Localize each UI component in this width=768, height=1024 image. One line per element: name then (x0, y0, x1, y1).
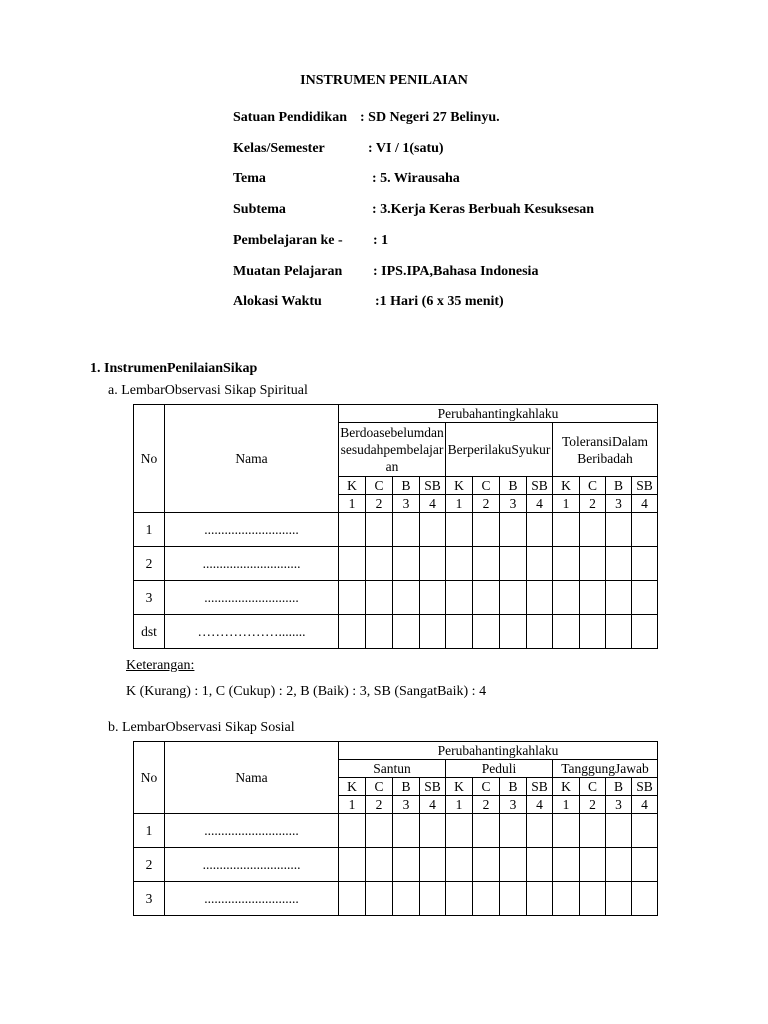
score-cell (366, 547, 393, 581)
score-cell (527, 814, 553, 848)
grade-header: B (500, 477, 527, 495)
score-cell (420, 581, 446, 615)
legend-title: Keterangan: (126, 658, 195, 673)
grade-header: K (339, 477, 366, 495)
grade-header: C (366, 477, 393, 495)
table-row (134, 581, 658, 615)
score-cell (446, 848, 473, 882)
score-cell (420, 848, 446, 882)
score-cell (446, 581, 473, 615)
score-cell (473, 882, 500, 916)
grade-header: SB (420, 778, 446, 796)
score-cell (393, 848, 420, 882)
grade-header: B (606, 477, 632, 495)
row-no: 3 (134, 581, 165, 615)
score-cell (580, 882, 606, 916)
score-cell (580, 848, 606, 882)
row-name: ............................ (165, 513, 339, 547)
grade-header: K (339, 778, 366, 796)
score-header: 1 (446, 796, 473, 814)
score-cell (446, 814, 473, 848)
score-header: 4 (632, 796, 658, 814)
score-cell (446, 615, 473, 649)
score-header: 2 (366, 796, 393, 814)
row-name: ............................. (165, 547, 339, 581)
score-cell (366, 848, 393, 882)
info-label: Kelas/Semester (233, 141, 325, 156)
behavior-header: Santun (339, 760, 446, 778)
score-cell (606, 848, 632, 882)
table-row (134, 513, 658, 547)
grade-header: C (580, 477, 606, 495)
score-header: 2 (473, 796, 500, 814)
score-header: 1 (553, 796, 580, 814)
score-cell (527, 615, 553, 649)
score-cell (500, 513, 527, 547)
score-header: 2 (580, 495, 606, 513)
score-cell (527, 581, 553, 615)
grade-header: SB (527, 778, 553, 796)
score-cell (632, 581, 658, 615)
score-cell (500, 814, 527, 848)
score-cell (500, 615, 527, 649)
score-cell (606, 581, 632, 615)
score-cell (366, 513, 393, 547)
score-cell (632, 513, 658, 547)
score-cell (500, 882, 527, 916)
legend-text: K (Kurang) : 1, C (Cukup) : 2, B (Baik) : 3, SB (SangatBaik) : 4 (126, 684, 487, 699)
score-cell (606, 513, 632, 547)
info-value: : IPS.IPA,Bahasa Indonesia (373, 264, 539, 279)
col-header-no: No (134, 742, 165, 814)
row-name: ............................ (165, 581, 339, 615)
table-row (134, 615, 658, 649)
score-cell (393, 581, 420, 615)
table-row (134, 547, 658, 581)
info-label: Satuan Pendidikan (233, 110, 347, 125)
score-cell (473, 848, 500, 882)
row-no: 1 (134, 513, 165, 547)
info-value: : VI / 1(satu) (368, 141, 444, 156)
col-header-name: Nama (165, 742, 339, 814)
document-title: INSTRUMEN PENILAIAN (300, 73, 468, 88)
score-cell (606, 615, 632, 649)
score-cell (632, 848, 658, 882)
score-cell (580, 814, 606, 848)
grade-header: SB (632, 778, 658, 796)
score-cell (500, 848, 527, 882)
behavior-header: TanggungJawab (553, 760, 658, 778)
grade-header: B (393, 477, 420, 495)
score-cell (339, 882, 366, 916)
score-cell (500, 581, 527, 615)
grade-header: SB (527, 477, 553, 495)
row-no: 2 (134, 848, 165, 882)
grade-header: SB (420, 477, 446, 495)
info-value: :1 Hari (6 x 35 menit) (375, 294, 504, 309)
grade-header: B (606, 778, 632, 796)
score-cell (527, 882, 553, 916)
grade-header: C (473, 477, 500, 495)
score-header: 4 (527, 495, 553, 513)
grade-header: C (580, 778, 606, 796)
score-cell (473, 814, 500, 848)
col-header-name: Nama (165, 405, 339, 513)
score-cell (553, 547, 580, 581)
score-header: 3 (606, 495, 632, 513)
score-cell (339, 814, 366, 848)
score-cell (580, 581, 606, 615)
score-cell (553, 848, 580, 882)
grade-header: K (446, 477, 473, 495)
spiritual-table (133, 404, 658, 649)
behavior-header: Berdoasebelumdansesudahpembelajaran (339, 423, 446, 477)
score-header: 2 (473, 495, 500, 513)
row-name: ............................ (165, 882, 339, 916)
grade-header: K (553, 477, 580, 495)
score-cell (366, 814, 393, 848)
table-row (134, 882, 658, 916)
score-header: 4 (420, 495, 446, 513)
score-header: 3 (500, 796, 527, 814)
score-cell (420, 547, 446, 581)
grade-header: K (446, 778, 473, 796)
row-name: ............................. (165, 848, 339, 882)
score-header: 2 (366, 495, 393, 513)
score-cell (500, 547, 527, 581)
score-cell (632, 615, 658, 649)
score-header: 3 (606, 796, 632, 814)
score-cell (339, 615, 366, 649)
score-cell (580, 513, 606, 547)
row-no: dst (134, 615, 165, 649)
score-cell (393, 615, 420, 649)
score-cell (339, 581, 366, 615)
score-cell (553, 882, 580, 916)
score-cell (473, 581, 500, 615)
behavior-header: ToleransiDalam Beribadah (553, 423, 658, 477)
score-header: 1 (446, 495, 473, 513)
score-cell (339, 848, 366, 882)
score-cell (632, 814, 658, 848)
group-header: Perubahantingkahlaku (339, 405, 658, 423)
score-header: 3 (393, 495, 420, 513)
score-cell (527, 848, 553, 882)
score-cell (420, 814, 446, 848)
grade-header: C (473, 778, 500, 796)
grade-header: B (500, 778, 527, 796)
score-cell (393, 547, 420, 581)
score-cell (632, 882, 658, 916)
info-label: Tema (233, 171, 266, 186)
info-label: Subtema (233, 202, 286, 217)
col-header-no: No (134, 405, 165, 513)
info-label: Alokasi Waktu (233, 294, 322, 309)
grade-header: B (393, 778, 420, 796)
section-heading: 1. InstrumenPenilaianSikap (90, 361, 258, 376)
score-header: 3 (500, 495, 527, 513)
behavior-header: BerperilakuSyukur (446, 423, 553, 477)
info-label: Muatan Pelajaran (233, 264, 343, 279)
row-no: 1 (134, 814, 165, 848)
score-cell (420, 882, 446, 916)
score-header: 3 (393, 796, 420, 814)
score-cell (527, 513, 553, 547)
score-cell (632, 547, 658, 581)
score-cell (366, 615, 393, 649)
sosial-table (133, 741, 658, 916)
grade-header: K (553, 778, 580, 796)
grade-header: SB (632, 477, 658, 495)
score-cell (606, 882, 632, 916)
score-cell (339, 513, 366, 547)
row-name: ............................ (165, 814, 339, 848)
row-no: 3 (134, 882, 165, 916)
score-cell (446, 547, 473, 581)
info-value: : 5. Wirausaha (372, 171, 460, 186)
score-cell (606, 814, 632, 848)
table-row (134, 814, 658, 848)
info-value: : SD Negeri 27 Belinyu. (360, 110, 500, 125)
score-cell (553, 615, 580, 649)
score-header: 1 (553, 495, 580, 513)
score-header: 4 (420, 796, 446, 814)
score-cell (580, 615, 606, 649)
score-cell (553, 814, 580, 848)
score-header: 2 (580, 796, 606, 814)
score-cell (473, 615, 500, 649)
score-cell (393, 814, 420, 848)
score-cell (606, 547, 632, 581)
score-cell (420, 513, 446, 547)
score-cell (446, 882, 473, 916)
score-cell (393, 882, 420, 916)
score-cell (446, 513, 473, 547)
info-value: : 3.Kerja Keras Berbuah Kesuksesan (372, 202, 595, 217)
score-header: 4 (632, 495, 658, 513)
score-cell (339, 547, 366, 581)
score-cell (553, 513, 580, 547)
info-label: Pembelajaran ke - (233, 233, 343, 248)
score-cell (580, 547, 606, 581)
score-header: 1 (339, 495, 366, 513)
group-header: Perubahantingkahlaku (339, 742, 658, 760)
score-cell (473, 547, 500, 581)
score-cell (553, 581, 580, 615)
score-cell (366, 581, 393, 615)
score-cell (527, 547, 553, 581)
row-name: ………………........ (165, 615, 339, 649)
score-cell (420, 615, 446, 649)
score-cell (366, 882, 393, 916)
info-value: : 1 (373, 233, 389, 248)
sosial-heading: b. LembarObservasi Sikap Sosial (108, 720, 295, 735)
score-cell (393, 513, 420, 547)
score-header: 1 (339, 796, 366, 814)
spiritual-heading: a. LembarObservasi Sikap Spiritual (108, 383, 308, 398)
behavior-header: Peduli (446, 760, 553, 778)
table-row (134, 848, 658, 882)
row-no: 2 (134, 547, 165, 581)
score-header: 4 (527, 796, 553, 814)
score-cell (473, 513, 500, 547)
grade-header: C (366, 778, 393, 796)
